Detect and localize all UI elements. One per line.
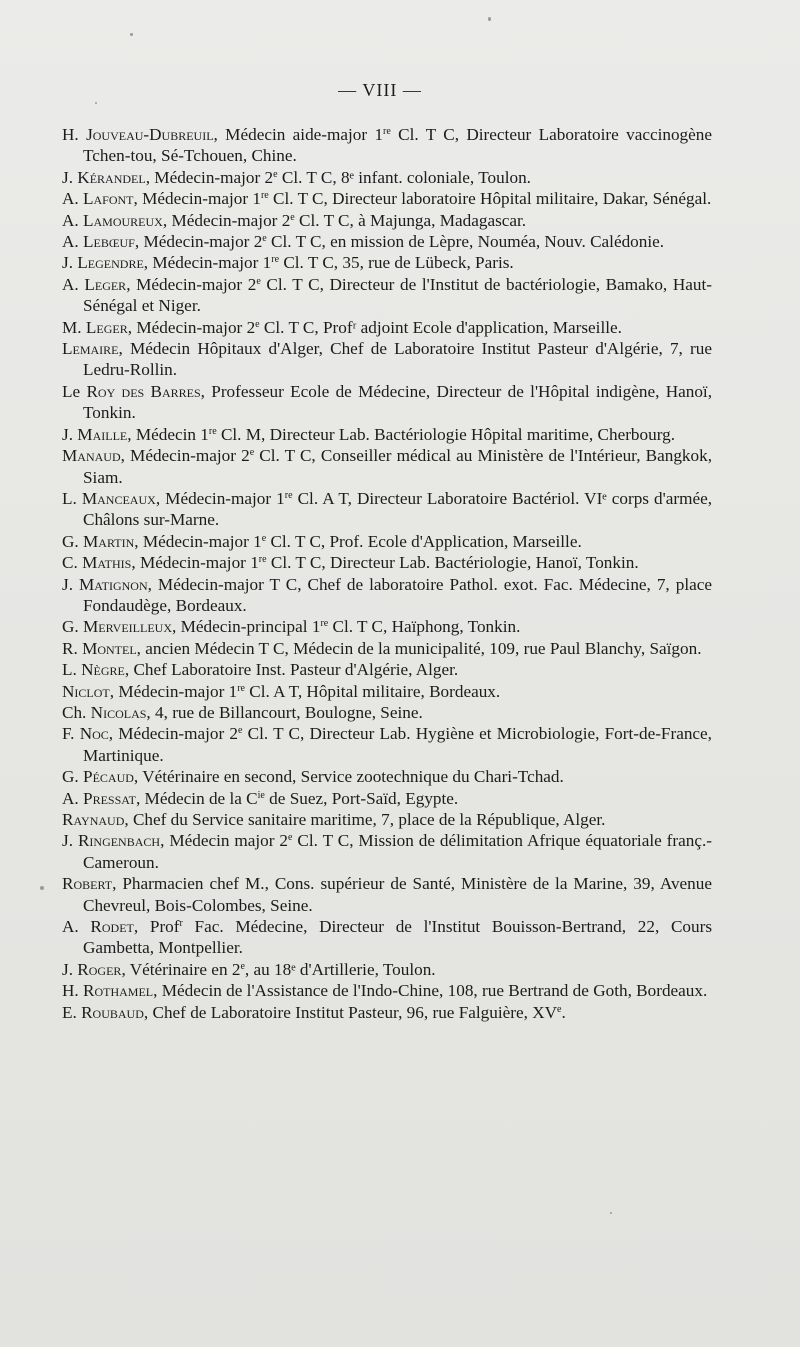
entry-text-continued: Cl. T C, à Majunga, Madagascar. (294, 210, 527, 230)
entry-name: Robert (62, 874, 113, 894)
entry-name: Roy des Barres (86, 381, 201, 401)
list-item (62, 959, 712, 980)
entry-initial: L. (62, 488, 82, 508)
entry-initial: J. (62, 424, 78, 444)
entry-text-continued: Cl. T C, Prof. Ecole d'Application, Marseille. (266, 531, 582, 551)
entry-superscript: e (557, 1003, 562, 1015)
entry-text: , Médecin-major 2 (162, 210, 291, 230)
entry-text: , Médecin-major (143, 253, 263, 273)
entry-superscript: re (258, 554, 267, 566)
entry-superscript: e (238, 725, 243, 737)
entry-superscript: ie (257, 789, 265, 801)
list-item (62, 167, 712, 188)
entry-text: , Chef Laboratoire Inst. Pasteur d'Algérie, Alger. (124, 660, 459, 680)
entry-text: , Médecin major 2 (160, 831, 289, 851)
entry-name: Rodet (90, 917, 134, 937)
list-item (62, 638, 712, 659)
entry-text: , Médecin de l'Assistance de l'Indo-Chine, 108, rue Bertrand de Goth, Bordeaux. (153, 981, 708, 1001)
entry-text-continued: Cl. A T, Hôpital militaire, Bordeaux. (244, 681, 501, 701)
entry-text-continued: Cl. T C, 35, rue de Lübeck, Paris. (279, 253, 514, 273)
entry-text: , Médecin aide-major (213, 125, 375, 144)
entry-text: , Prof (133, 917, 180, 937)
entry-initial: H. (62, 125, 87, 144)
entry-name: Roger (77, 959, 122, 979)
list-item (62, 980, 712, 1001)
entry-name: Matignon (79, 574, 148, 594)
entry-ordinal-number: 1 (311, 617, 321, 637)
entry-superscript: e (249, 447, 255, 459)
entry-text: , Médecin-major T C, Chef de laboratoire Pathol. exot. Fac. Médecine, 7, place Fondaudège, Bordeaux. (83, 574, 712, 615)
entry-name: Kérandel (77, 167, 146, 187)
entry-name: Rothamel (83, 981, 154, 1001)
list-item (62, 381, 712, 424)
paper-speck (488, 17, 491, 21)
entry-text-continued: Cl. T C, en mission de Lèpre, Nouméa, Nouv. Calédonie. (266, 232, 665, 252)
entry-superscript: re (383, 126, 391, 137)
entry-text-continued: Cl. A T, Directeur Laboratoire Bactériol. VIᵉ corps d'armée, Châlons sur-Marne. (83, 488, 713, 530)
entry-name: Niclot (62, 681, 110, 701)
entry-text: , Médecin-major (133, 189, 253, 209)
entry-text: , Médecin-major (155, 488, 277, 508)
entry-name: Manceaux (81, 488, 156, 508)
entry-text: , Chef de Laboratoire Institut Pasteur, 96, rue Falguière, XV (143, 1002, 558, 1022)
entry-text: , Médecin de la C (135, 788, 258, 808)
entry-superscript: e (256, 275, 261, 287)
entry-initial: E. (62, 1002, 82, 1022)
entry-name: Lamoureux (83, 210, 163, 230)
entry-text-continued: Cl. T C, Profʳ adjoint Ecole d'application, Marseille. (259, 317, 622, 337)
entry-text-continued: Cl. T C, Conseiller médical au Ministère de l'Intérieur, Bangkok, Siam. (83, 446, 712, 487)
entry-text: , Médecin (127, 424, 201, 444)
list-item (62, 766, 712, 787)
paper-speck (610, 1212, 612, 1214)
entry-text-continued: Fac. Médecine, Directeur de l'Institut Bouisson-Bertrand, 22, Cours Gambetta, Montpellier. (83, 917, 713, 958)
entry-superscript: e (261, 532, 267, 544)
entry-name: Roubaud (81, 1002, 144, 1022)
entry-initial: H. (62, 981, 84, 1001)
entry-initial: F. (62, 724, 80, 744)
entry-initial: J. (62, 959, 78, 979)
entry-ordinal-number: 1 (252, 189, 261, 209)
entry-initial: C. (62, 553, 83, 573)
entry-initial: G. (62, 767, 84, 787)
entry-name: Noc (79, 724, 109, 744)
list-item (62, 531, 712, 552)
list-item (62, 488, 712, 531)
entry-text: , Médecin Hôpitaux d'Alger, Chef de Laboratoire Institut Pasteur d'Algérie, 7, rue Ledru-Rollin. (83, 339, 712, 380)
entry-initial: G. (62, 617, 84, 637)
list-item (62, 188, 712, 209)
entry-text: , Médecin-major 2 (120, 446, 250, 466)
list-item (62, 445, 712, 488)
list-item (62, 702, 712, 723)
entry-superscript: re (271, 254, 280, 266)
list-item (62, 210, 712, 231)
entry-superscript: re (208, 425, 217, 437)
entry-text-continued: Cl. T C, Directeur Lab. Bactériologie, Hanoï, Tonkin. (266, 553, 639, 573)
entry-superscript: re (284, 489, 293, 501)
entry-initial: L. (62, 660, 82, 680)
entry-name: Lafont (83, 189, 134, 209)
entry-initial: M. (62, 317, 86, 337)
list-item (62, 916, 712, 959)
list-item (62, 681, 712, 702)
entry-name: Lemaire (62, 339, 119, 359)
entry-text: , Médecin-principal (172, 617, 312, 637)
entry-superscript: e (240, 960, 245, 972)
entry-initial: J. (62, 574, 79, 594)
entry-superscript: e (290, 211, 295, 223)
entry-initial: Ch. (62, 702, 91, 722)
entry-superscript: re (320, 618, 329, 630)
list-item (62, 723, 712, 766)
paper-speck (95, 102, 97, 104)
entry-name: Pressat (83, 788, 136, 808)
entry-ordinal-number: 1 (253, 531, 262, 551)
list-item (62, 252, 712, 273)
entry-initial: A. (62, 189, 84, 209)
entry-text-continued: de Suez, Port-Saïd, Egypte. (264, 788, 459, 808)
entry-name: Jouveau-Dubreuil (86, 125, 214, 144)
list-item (62, 338, 712, 381)
list-item (62, 1002, 712, 1023)
entry-text: , Médecin-major (134, 531, 254, 551)
list-item (62, 616, 712, 637)
entry-text-continued: Cl. T C, Directeur laboratoire Hôpital militaire, Dakar, Sénégal. (268, 189, 712, 209)
list-item (62, 424, 712, 445)
entry-name: Montel (82, 638, 137, 658)
entry-text-continued: Cl. T C, Directeur de l'Institut de bactériologie, Bamako, Haut-Sénégal et Niger. (83, 274, 712, 316)
entry-name: Lebœuf (83, 232, 135, 252)
list-item (62, 552, 712, 573)
entry-initial: J. (62, 253, 78, 273)
entry-initial: A. (62, 232, 84, 252)
entry-ordinal-number: 1 (276, 488, 285, 508)
entry-superscript: re (237, 682, 245, 694)
entry-name: Leger (84, 274, 127, 294)
list-item (62, 574, 712, 617)
member-list (62, 124, 712, 1023)
paper-speck (130, 33, 133, 36)
entry-superscript: r (179, 918, 183, 930)
entry-name: Merveilleux (83, 617, 172, 637)
entry-text-continued: Cl. M, Directeur Lab. Bactériologie Hôpital maritime, Cherbourg. (216, 424, 676, 444)
paper-speck (40, 886, 44, 890)
entry-text: , Médecin-major 2 (127, 317, 256, 337)
entry-initial: A. (62, 274, 85, 294)
entry-text-continued: Cl. T C, Directeur Laboratoire vaccinogène Tchen-tou, Sé-Tchouen, Chine. (83, 125, 712, 166)
entry-text: , Professeur Ecole de Médecine, Directeur de l'Hôpital indigène, Hanoï, Tonkin. (83, 381, 712, 423)
entry-ordinal-number: 1 (262, 253, 272, 273)
entry-name: Raynaud (62, 810, 125, 829)
entry-text: , Pharmacien chef M., Cons. supérieur de Santé, Ministère de la Marine, 39, Avenue Chevreul, Bois-Colombes, Seine. (83, 874, 712, 915)
entry-text: , Médecin-major (109, 681, 229, 701)
entry-text-continued: , au 18ᵉ d'Artillerie, Toulon. (244, 959, 436, 979)
entry-name: Manaud (62, 446, 121, 466)
entry-text: , Médecin-major 2 (126, 274, 257, 294)
list-item (62, 231, 712, 252)
list-item (62, 809, 712, 830)
entry-text-continued: Cl. T C, Mission de délimitation Afrique équatoriale franç.-Cameroun. (83, 831, 712, 872)
entry-text-continued: Cl. T C, 8ᵉ infant. coloniale, Toulon. (277, 167, 531, 187)
list-item (62, 274, 712, 317)
entry-name: Ringenbach (77, 831, 161, 851)
entry-ordinal-number: 1 (374, 125, 384, 144)
entry-text-continued: Cl. T C, Haïphong, Tonkin. (328, 617, 521, 637)
entry-initial: J. (62, 167, 78, 187)
entry-initial: A. (62, 788, 84, 808)
list-item (62, 317, 712, 338)
entry-superscript: e (255, 318, 260, 330)
entry-name: Leger (85, 317, 128, 337)
entry-superscript: e (262, 233, 267, 245)
entry-initial: R. (62, 638, 83, 658)
list-item (62, 873, 712, 916)
entry-text: , Médecin-major (131, 553, 251, 573)
entry-superscript: e (288, 832, 293, 844)
entry-text: , ancien Médecin T C, Médecin de la municipalité, 109, rue Paul Blanchy, Saïgon. (136, 638, 702, 658)
entry-text: , Vétérinaire en second, Service zootechnique du Chari-Tchad. (133, 767, 564, 787)
entry-text-continued: Cl. T C, Directeur Lab. Hygiène et Microbiologie, Fort-de-France, Martinique. (83, 724, 712, 765)
entry-text: , Médecin-major 2 (108, 724, 239, 744)
entry-name: Martin (83, 531, 135, 551)
entry-text: , Médecin-major 2 (145, 167, 274, 187)
entry-name: Mathis (82, 553, 132, 573)
entry-initial: J. (62, 831, 78, 851)
entry-name: Maille (77, 424, 128, 444)
entry-name: Pécaud (83, 767, 134, 787)
entry-text: , Vétérinaire en 2 (121, 959, 241, 979)
page-number: — VIII — (338, 80, 422, 100)
entry-name: Nicolas (90, 702, 147, 722)
list-item (62, 830, 712, 873)
entry-initial: Le (62, 381, 87, 401)
entry-superscript: e (273, 168, 278, 180)
entry-initial: A. (62, 917, 91, 937)
entry-ordinal-number: 1 (200, 424, 209, 444)
list-item (62, 124, 712, 167)
entry-text: , 4, rue de Billancourt, Boulogne, Seine. (146, 702, 423, 722)
entry-text: , Médecin-major 2 (134, 232, 263, 252)
entry-ordinal-number: 1 (250, 553, 259, 573)
list-item (62, 659, 712, 680)
list-item (62, 788, 712, 809)
entry-superscript: re (260, 190, 269, 202)
entry-text-continued: . (561, 1002, 566, 1022)
entry-initial: G. (62, 531, 84, 551)
entry-name: Nègre (81, 660, 125, 680)
entry-text: , Chef du Service sanitaire maritime, 7, place de la République, Alger. (124, 810, 606, 829)
entry-name: Legendre (77, 253, 144, 273)
entry-initial: A. (62, 210, 84, 230)
entry-ordinal-number: 1 (228, 681, 238, 701)
